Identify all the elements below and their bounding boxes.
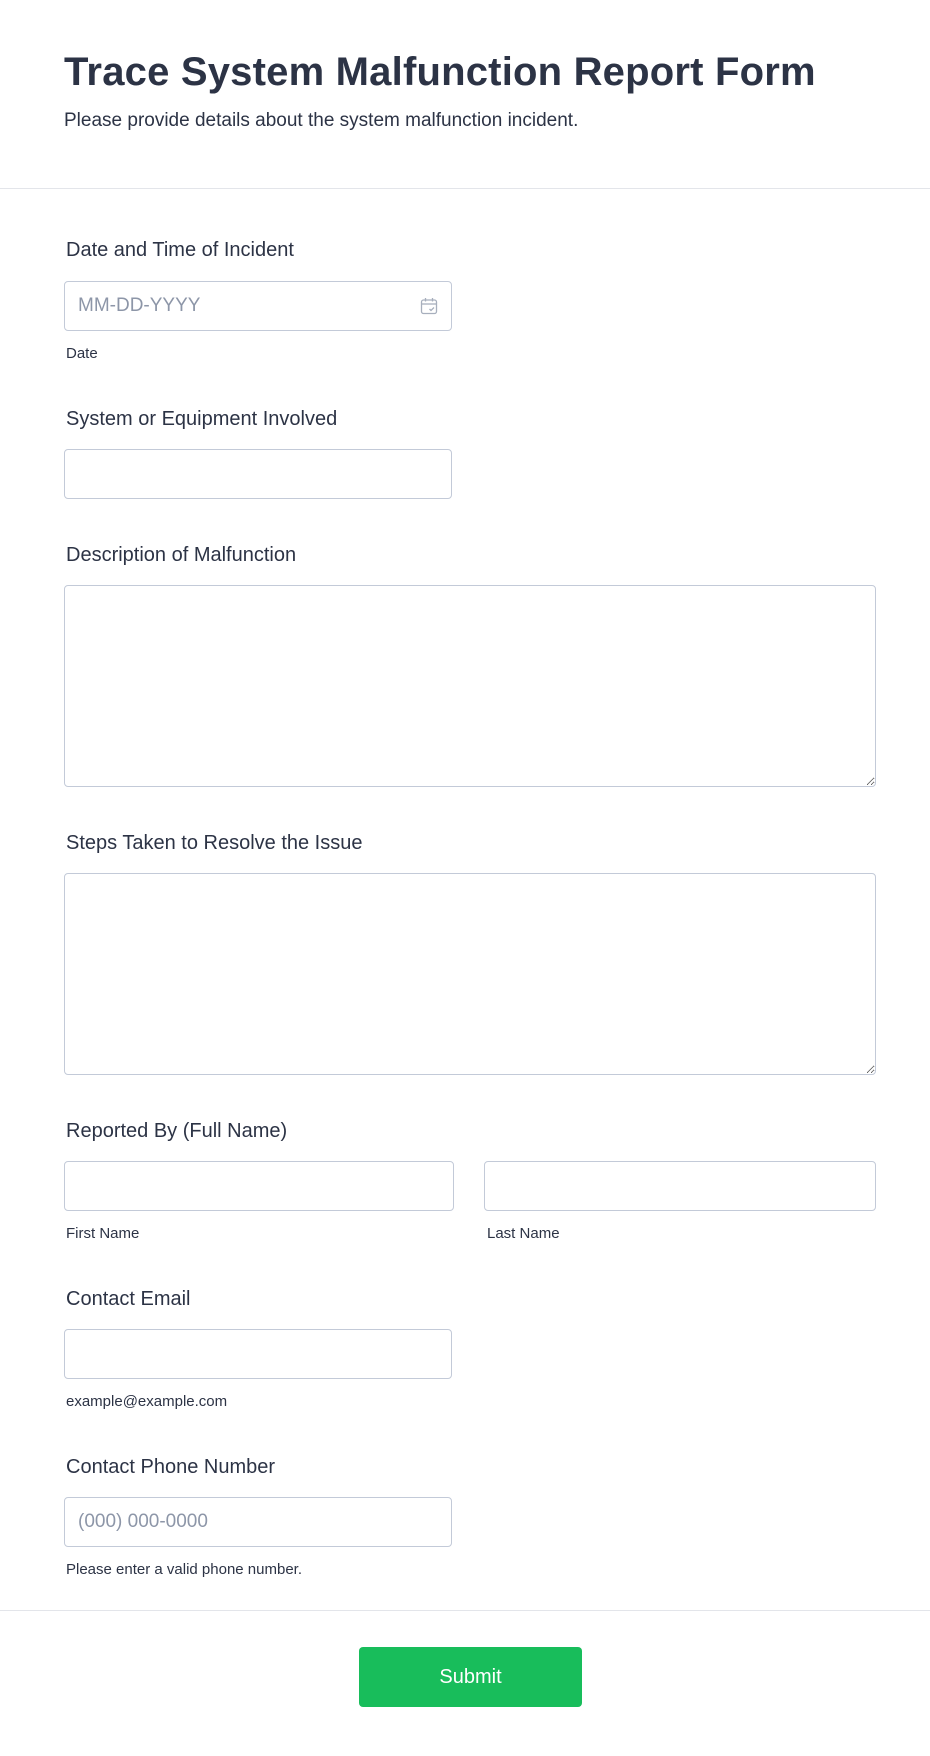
footer-divider	[0, 1610, 930, 1611]
steps-label: Steps Taken to Resolve the Issue	[66, 832, 363, 854]
last-name-sublabel: Last Name	[487, 1225, 560, 1242]
system-input[interactable]	[64, 449, 452, 499]
last-name-input[interactable]	[484, 1161, 876, 1211]
phone-label: Contact Phone Number	[66, 1456, 276, 1478]
system-label: System or Equipment Involved	[66, 408, 338, 430]
phone-input[interactable]	[64, 1497, 452, 1547]
email-sublabel: example@example.com	[66, 1393, 228, 1410]
page-title: Trace System Malfunction Report Form	[64, 50, 816, 94]
first-name-sublabel: First Name	[66, 1225, 140, 1242]
incident-date-label: Date and Time of Incident	[66, 239, 294, 261]
email-label: Contact Email	[66, 1288, 191, 1310]
phone-sublabel: Please enter a valid phone number.	[66, 1561, 302, 1578]
description-label: Description of Malfunction	[66, 544, 297, 566]
steps-textarea[interactable]	[64, 873, 876, 1075]
calendar-icon[interactable]	[420, 297, 438, 315]
first-name-input[interactable]	[64, 1161, 454, 1211]
form-header	[0, 0, 930, 189]
incident-date-input[interactable]	[64, 281, 452, 331]
incident-date-field	[64, 281, 452, 331]
description-textarea[interactable]	[64, 585, 876, 787]
submit-button[interactable]: Submit	[359, 1647, 582, 1707]
incident-date-sublabel: Date	[66, 345, 98, 362]
reported-by-label: Reported By (Full Name)	[66, 1120, 288, 1142]
page-subtitle: Please provide details about the system malfunction incident.	[64, 110, 579, 131]
email-input[interactable]	[64, 1329, 452, 1379]
